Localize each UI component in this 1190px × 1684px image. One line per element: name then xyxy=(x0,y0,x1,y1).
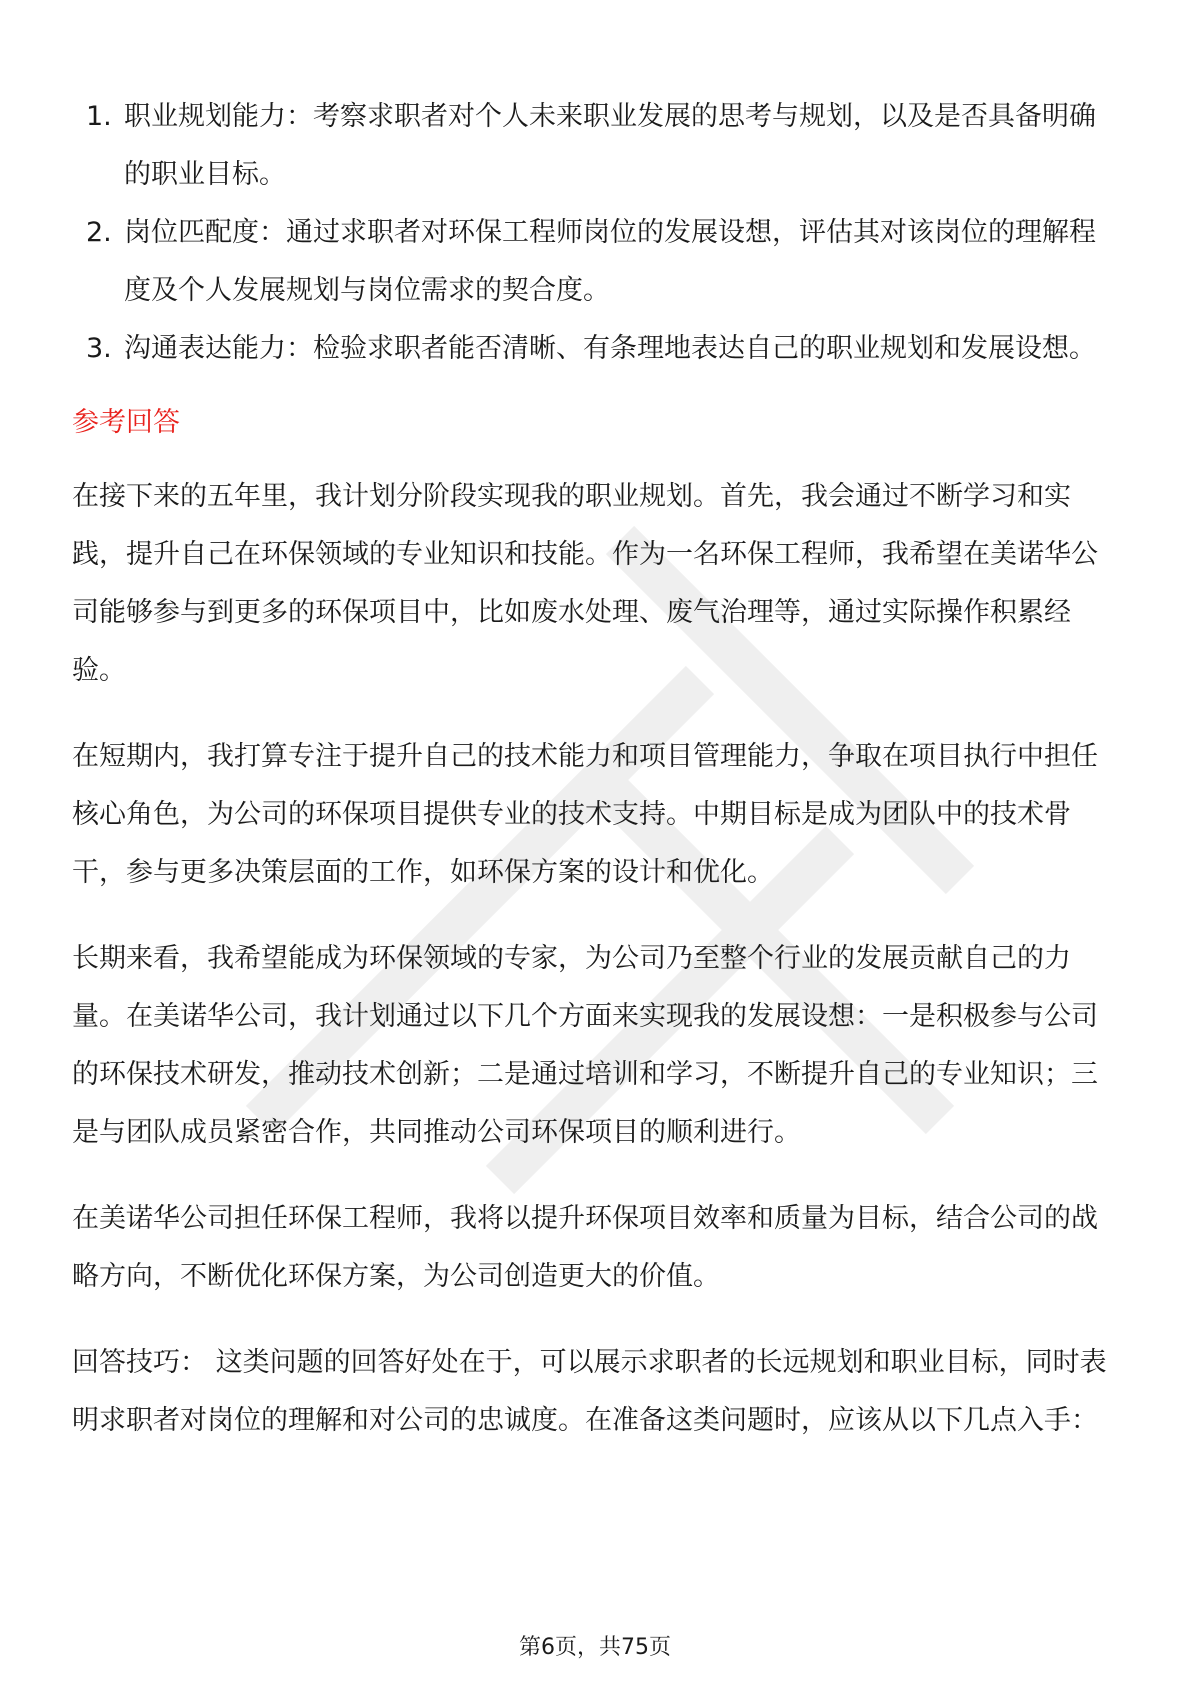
paragraph: 回答技巧： 这类问题的回答好处在于，可以展示求职者的长远规划和职业目标，同时表明求职者对岗位的理解和对公司的忠诚度。在准备这类问题时，应该从以下几点入手： xyxy=(72,1347,1107,1436)
list-item xyxy=(72,320,1118,378)
list-item-number: 2. xyxy=(86,217,112,248)
paragraph: 在接下来的五年里，我计划分阶段实现我的职业规划。首先，我会通过不断学习和实践，提升自己在环保领域的专业知识和技能。作为一名环保工程师，我希望在美诺华公司能够参与到更多的环保项目中，比如废水处理、废气治理等，通过实际操作积累经验。 xyxy=(72,481,1098,686)
paragraph: 在美诺华公司担任环保工程师，我将以提升环保项目效率和质量为目标，结合公司的战略方向，不断优化环保方案，为公司创造更大的价值。 xyxy=(72,1203,1098,1292)
paragraph: 长期来看，我希望能成为环保领域的专家，为公司乃至整个行业的发展贡献自己的力量。在美诺华公司，我计划通过以下几个方面来实现我的发展设想：一是积极参与公司的环保技术研发，推动技术创新；二是通过培训和学习，不断提升自己的专业知识；三是与团队成员紧密合作，共同推动公司环保项目的顺利进行。 xyxy=(72,943,1098,1148)
section-title: 参考回答 xyxy=(72,407,180,438)
criteria-list xyxy=(72,88,1118,378)
list-item-text: 职业规划能力：考察求职者对个人未来职业发展的思考与规划，以及是否具备明确的职业目标。 xyxy=(124,101,1096,190)
list-item-number: 3. xyxy=(86,333,112,364)
list-item-text: 沟通表达能力：检验求职者能否清晰、有条理地表达自己的职业规划和发展设想。 xyxy=(124,333,1096,364)
list-item-number: 1. xyxy=(86,101,112,132)
page-number: 第6页，共75页 xyxy=(519,1635,671,1660)
list-item xyxy=(72,88,1118,204)
list-item-text: 岗位匹配度：通过求职者对环保工程师岗位的发展设想，评估其对该岗位的理解程度及个人发展规划与岗位需求的契合度。 xyxy=(124,217,1096,306)
list-item xyxy=(72,204,1118,320)
paragraph: 在短期内，我打算专注于提升自己的技术能力和项目管理能力，争取在项目执行中担任核心角色，为公司的环保项目提供专业的技术支持。中期目标是成为团队中的技术骨干，参与更多决策层面的工作，如环保方案的设计和优化。 xyxy=(72,741,1098,888)
document-page xyxy=(72,88,1118,1478)
